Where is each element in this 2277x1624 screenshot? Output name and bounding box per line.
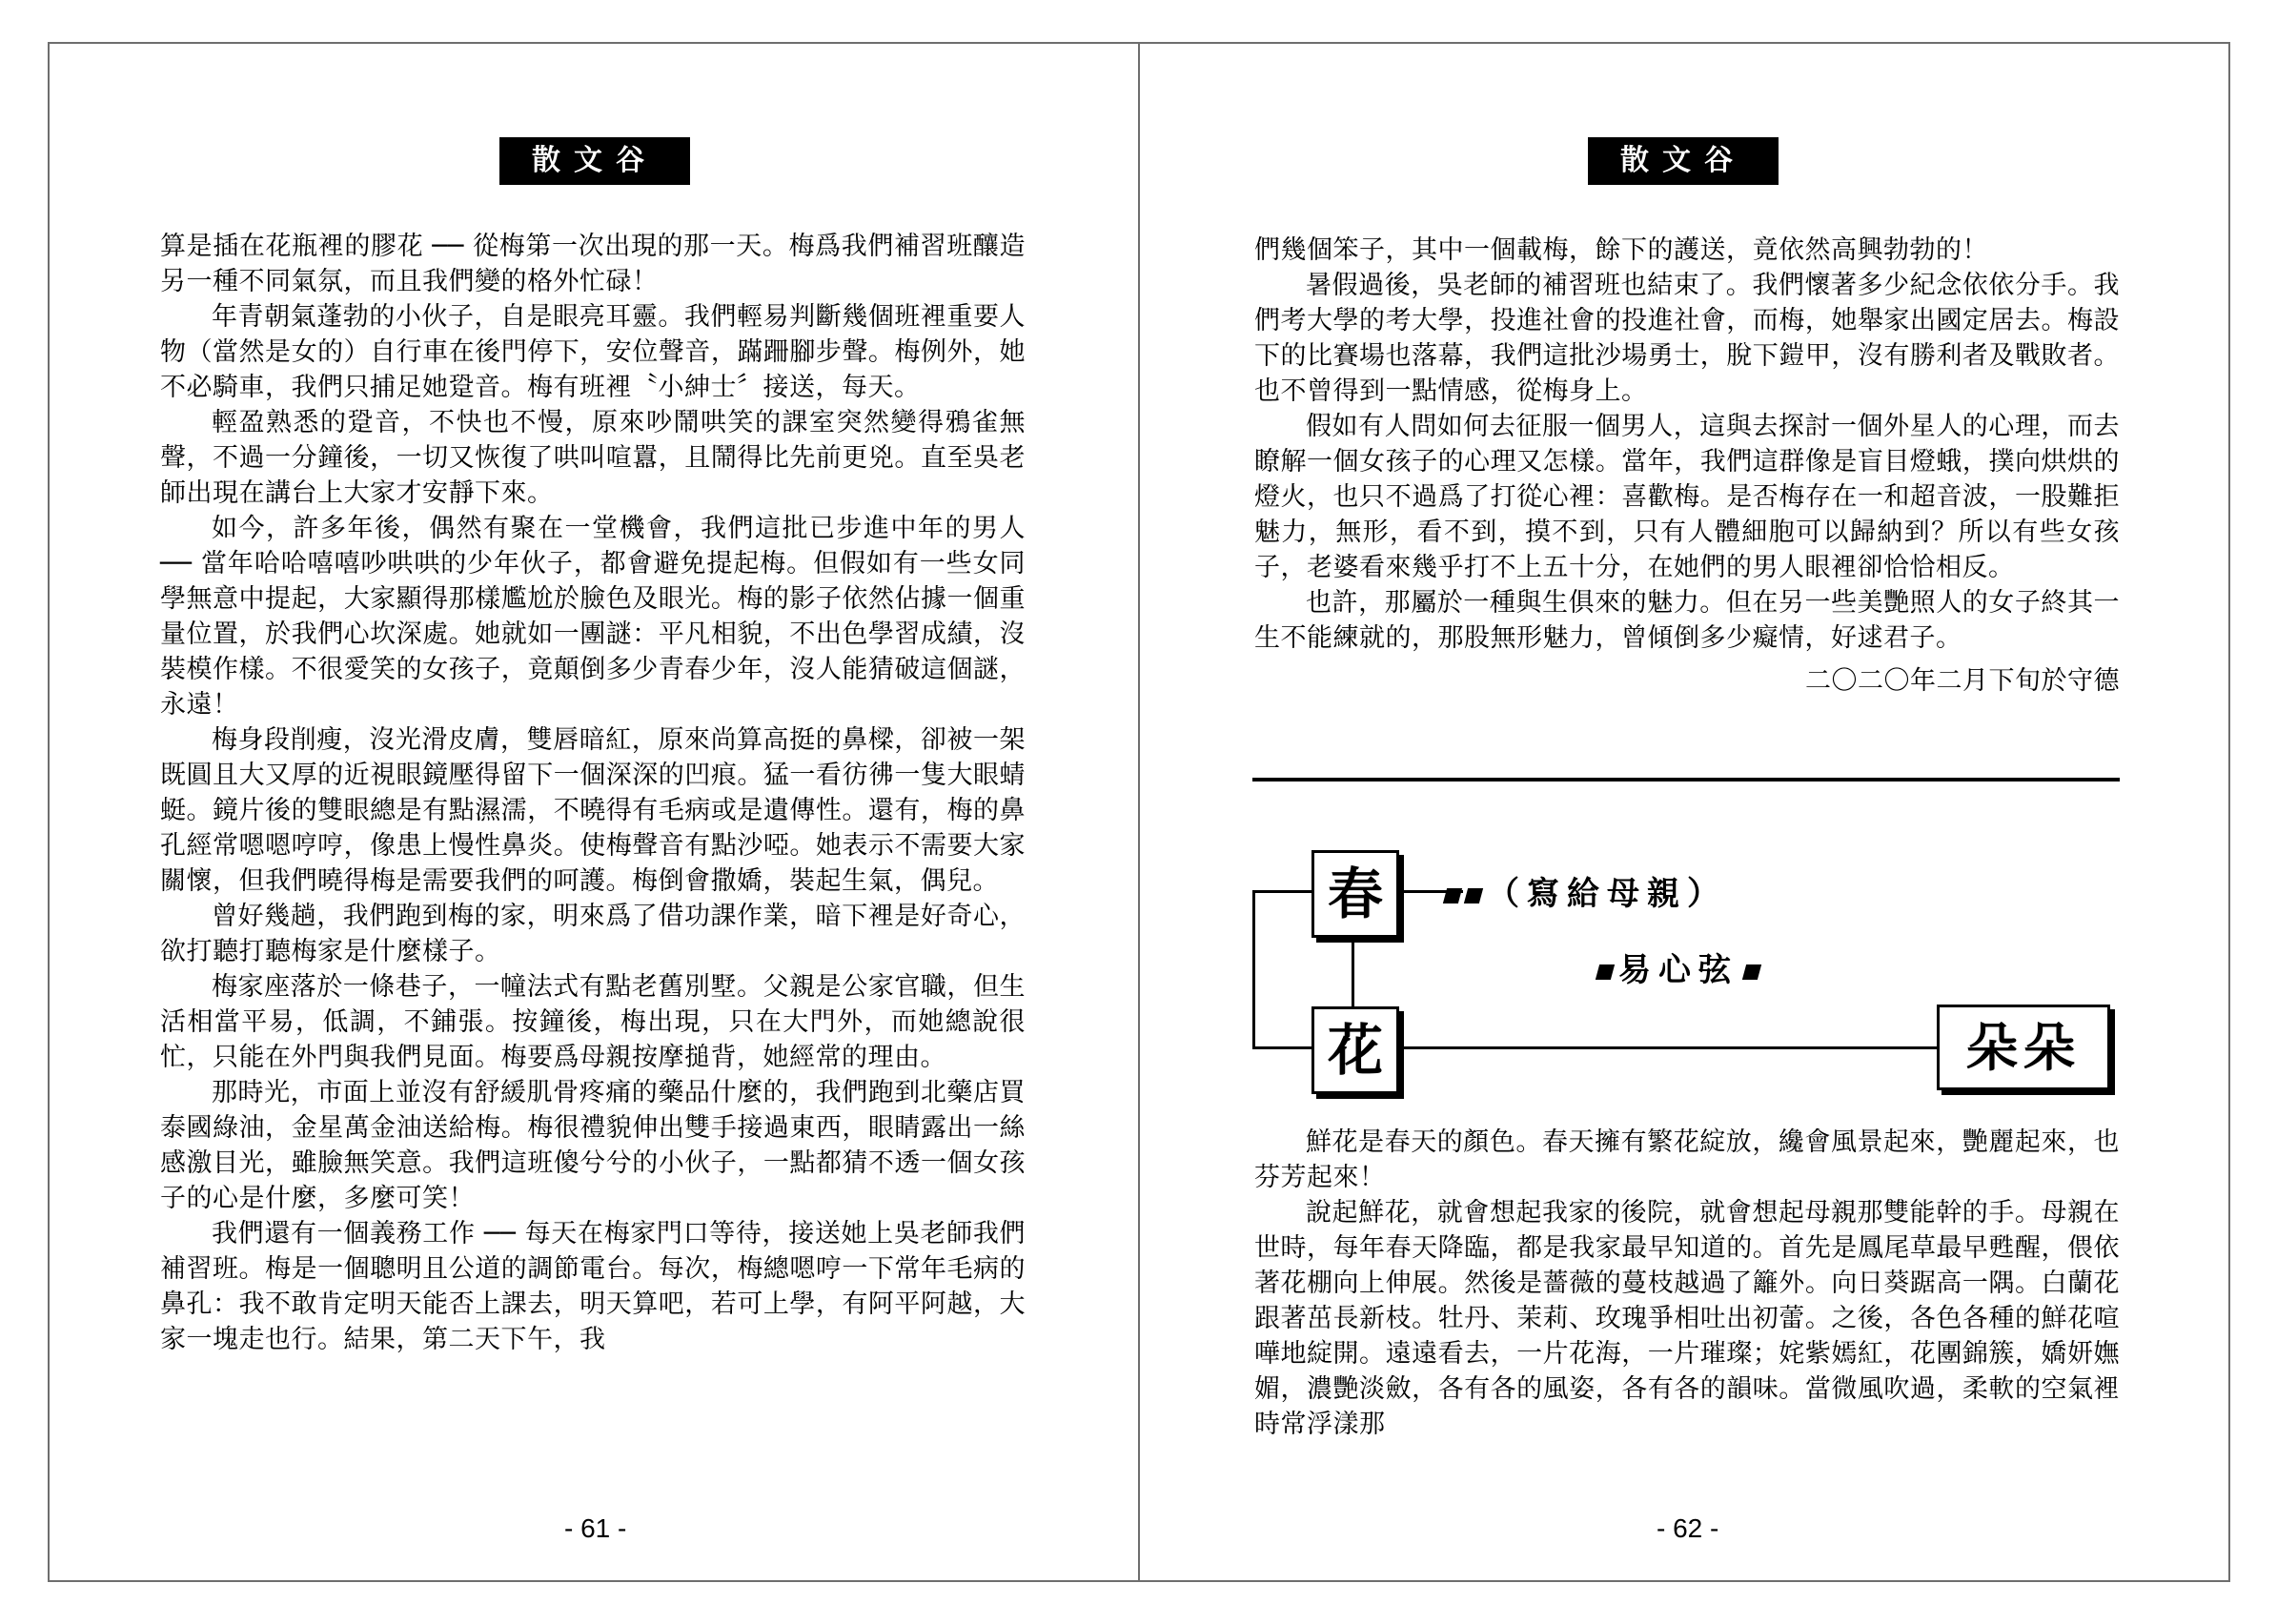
title-char-flower: 花	[1311, 1006, 1399, 1094]
square-bullet-icon	[1464, 888, 1483, 903]
paragraph: 梅家座落於一條巷子，一幢法式有點老舊別墅。父親是公家官職，但生活相當平易，低調，不鋪張。按鐘後，梅出現，只在大門外，而她總說很忙，只能在外門與我們見面。梅要爲母親按摩搥背，她經常的理由。	[160, 972, 1026, 1072]
square-bullet-icon	[1443, 888, 1462, 903]
square-bullet-icon	[1742, 964, 1761, 980]
connector-line	[1252, 890, 1313, 893]
article-title-block	[1140, 804, 2228, 1109]
left-body	[160, 229, 1026, 1357]
connector-line	[1352, 932, 1354, 1006]
paragraph: 輕盈熟悉的跫音，不快也不慢，原來吵鬧哄笑的課室突然變得鴉雀無聲，不過一分鐘後，一切又恢復了哄叫喧囂，且鬧得比先前更兇。直至吳老師出現在講台上大家才安靜下來。	[160, 408, 1026, 508]
right-header: 散文谷	[1588, 137, 1779, 185]
square-bullet-icon	[1596, 964, 1615, 980]
paragraph: 鮮花是春天的顏色。春天擁有繁花綻放，纔會風景起來，艷麗起來，也芬芳起來！	[1254, 1127, 2120, 1192]
author-text: 易心弦	[1618, 951, 1738, 989]
right-body-top	[1254, 233, 2120, 699]
title-char-duo: 朵朵	[1937, 1005, 2110, 1090]
signature-date: 二〇二〇年二月下旬於守德	[1805, 666, 2120, 696]
paragraph: 年青朝氣蓬勃的小伙子，自是眼亮耳靈。我們輕易判斷幾個班裡重要人物（當然是女的）自行車在後門停下，安位聲音，蹣跚腳步聲。梅例外，她不必騎車，我們只捕足她跫音。梅有班裡〝小紳士〞接送，每天。	[160, 302, 1026, 402]
left-page-number: - 61 -	[564, 1513, 627, 1543]
paragraph: 那時光，市面上並沒有舒緩肌骨疼痛的藥品什麼的，我們跑到北藥店買泰國綠油，金星萬金油送給梅。梅很禮貌伸出雙手接過東西，眼睛露出一絲感激目光，雖臉無笑意。我們這班傻兮兮的小伙子，一點都猜不透一個女孩子的心是什麼，多麼可笑！	[160, 1078, 1026, 1213]
left-header: 散文谷	[499, 137, 690, 185]
connector-line	[1396, 1046, 1937, 1049]
left-page	[50, 42, 1138, 1582]
subtitle-text: （寫給母親）	[1487, 875, 1727, 913]
paragraph: 暑假過後，吳老師的補習班也結束了。我們懷著多少紀念依依分手。我們考大學的考大學，投進社會的投進社會，而梅，她舉家出國定居去。梅設下的比賽場也落幕，我們這批沙場勇士，脫下鎧甲，沒有勝利者及戰敗者。也不曾得到一點情感，從梅身上。	[1254, 271, 2120, 406]
title-char-spring: 春	[1311, 850, 1399, 938]
connector-line	[1252, 1046, 1313, 1049]
connector-line	[1252, 890, 1255, 1048]
article-subtitle	[1445, 867, 1727, 914]
article-author	[1597, 944, 1765, 990]
paragraph: 如今，許多年後，偶然有聚在一堂機會，我們這批已步進中年的男人 ── 當年哈哈嘻嘻吵哄哄的少年伙子，都會避免提起梅。但假如有一些女同學無意中提起，大家顯得那樣尷尬於臉色及眼光。梅的影子依然佔據一個重量位置，於我們心坎深處。她就如一團謎：平凡相貌，不出色學習成績，沒裝模作樣。不很愛笑的女孩子，竟顛倒多少青春少年，沒人能猜破這個謎，永遠！	[160, 514, 1026, 720]
paragraph: 算是插在花瓶裡的膠花 ── 從梅第一次出現的那一天。梅爲我們補習班釀造另一種不同氣氛，而且我們變的格外忙碌！	[160, 232, 1026, 296]
paragraph: 們幾個笨子，其中一個載梅，餘下的護送，竟依然高興勃勃的！	[1254, 235, 1988, 265]
section-divider	[1252, 778, 2120, 782]
paragraph: 也許，那屬於一種與生俱來的魅力。但在另一些美艷照人的女子終其一生不能練就的，那股無形魅力，曾傾倒多少癡情，好逑君子。	[1254, 588, 2120, 653]
paragraph: 我們還有一個義務工作 ── 每天在梅家門口等待，接送她上吳老師我們補習班。梅是一個聰明且公道的調節電台。每次，梅總嗯哼一下常年毛病的鼻孔：我不敢肯定明天能否上課去，明天算吧，若可上學，有阿平阿越，大家一塊走也行。結果，第二天下午，我	[160, 1219, 1026, 1354]
paragraph: 梅身段削瘦，沒光滑皮膚，雙唇暗紅，原來尚算高挺的鼻樑，卻被一架既圓且大又厚的近視眼鏡壓得留下一個深深的凹痕。猛一看彷彿一隻大眼蜻蜓。鏡片後的雙眼總是有點濕濡，不曉得有毛病或是遺傳性。還有，梅的鼻孔經常嗯嗯哼哼，像患上慢性鼻炎。使梅聲音有點沙啞。她表示不需要大家關懷，但我們曉得梅是需要我們的呵護。梅倒會撒嬌，裝起生氣，偶兒。	[160, 725, 1026, 896]
paragraph: 說起鮮花，就會想起我家的後院，就會想起母親那雙能幹的手。母親在世時，每年春天降臨，都是我家最早知道的。首先是鳳尾草最早甦醒，偎依著花棚向上伸展。然後是薔薇的蔓枝越過了籬外。向日葵踞高一隅。白蘭花跟著茁長新枝。牡丹、茉莉、玫瑰爭相吐出初蕾。之後，各色各種的鮮花喧嘩地綻開。遠遠看去，一片花海，一片璀璨；姹紫嫣紅，花團錦簇，嬌妍嫵媚，濃艷淡斂，各有各的風姿，各有各的韻味。當微風吹過，柔軟的空氣裡時常浮漾那	[1254, 1198, 2120, 1439]
right-page-number: - 62 -	[1657, 1513, 1719, 1543]
paragraph: 曾好幾趟，我們跑到梅的家，明來爲了借功課作業，暗下裡是好奇心，欲打聽打聽梅家是什麼樣子。	[160, 902, 1026, 966]
paragraph: 假如有人問如何去征服一個男人，這與去探討一個外星人的心理，而去瞭解一個女孩子的心理又怎樣。當年，我們這群像是盲目燈蛾，撲向烘烘的燈火，也只不過爲了打從心裡：喜歡梅。是否梅存在一和超音波，一股難拒魅力，無形，看不到，摸不到，只有人體細胞可以歸納到？所以有些女孩子，老婆看來幾乎打不上五十分，在她們的男人眼裡卻恰恰相反。	[1254, 412, 2120, 582]
right-body-bottom	[1254, 1125, 2120, 1442]
right-page	[1140, 42, 2228, 1582]
